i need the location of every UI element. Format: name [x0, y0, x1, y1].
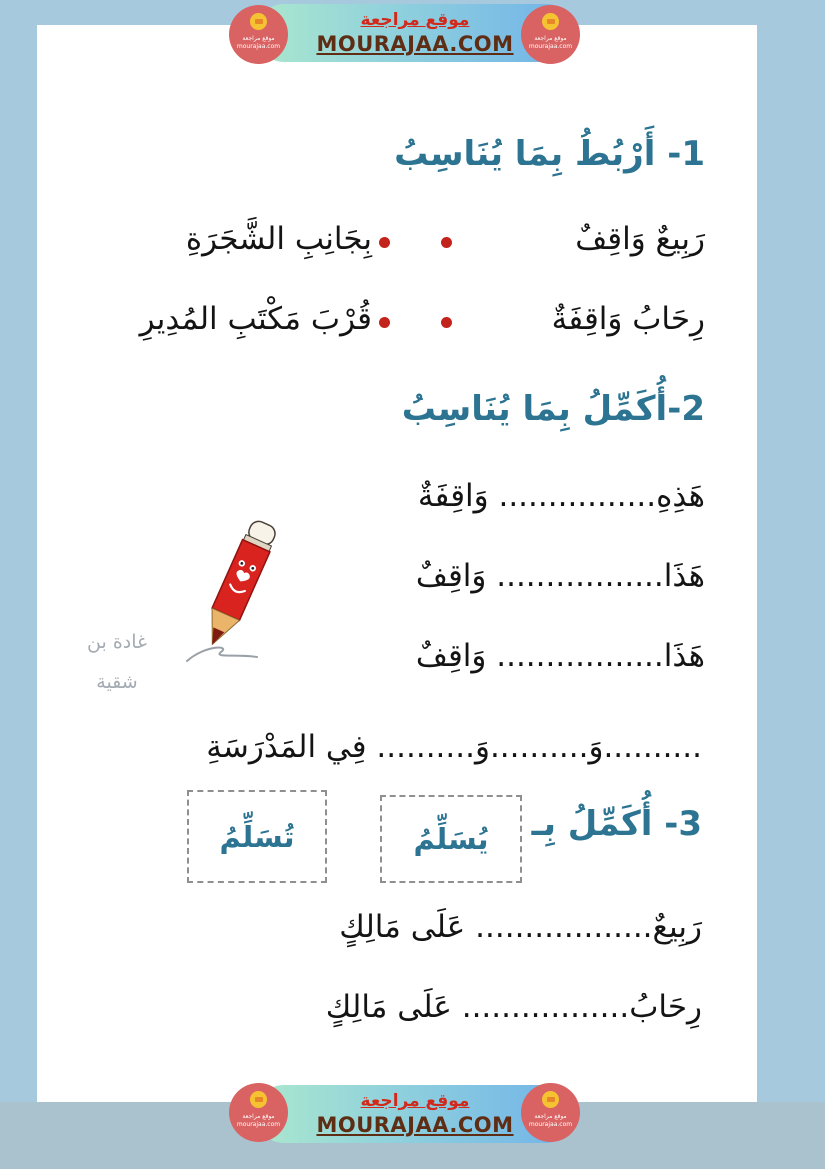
match-dot-icon[interactable] [379, 317, 390, 328]
match-dot-icon[interactable] [441, 317, 452, 328]
fill-line-hadha-2: هَذَا................. وَاقِفٌ [415, 638, 705, 674]
match-dot-icon[interactable] [379, 237, 390, 248]
author-watermark-line1: غادة بن [87, 631, 147, 653]
exercise3-header-row [37, 790, 757, 890]
badge-site-name: موقع مراجعة [242, 35, 275, 42]
badge-logo-icon [250, 1091, 267, 1108]
badge-logo-icon [542, 13, 559, 30]
worksheet-page [37, 25, 757, 1102]
fill-line-hadhihi: هَذِهِ................ وَاقِفَةٌ [417, 478, 705, 514]
book-icon [255, 1097, 263, 1102]
exercise2-title: 2-أُكَمِّلُ بِمَا يُنَاسِبُ [401, 389, 705, 429]
header-site-name-link[interactable]: موقع مراجعة [360, 10, 470, 31]
footer-site-url-link[interactable]: MOURAJAA.COM [316, 1112, 514, 1137]
fill-line-rabie: رَبِيعٌ.................. عَلَى مَالِكٍ [339, 909, 702, 945]
match-left-text: قُرْبَ مَكْتَبِ المُدِيرِ [139, 301, 372, 337]
match-row-1 [37, 215, 757, 287]
site-badge-header-left [229, 5, 288, 64]
badge-logo-icon [250, 13, 267, 30]
book-icon [547, 19, 555, 24]
book-icon [255, 19, 263, 24]
badge-logo-icon [542, 1091, 559, 1108]
author-watermark-line2: شقية [96, 670, 138, 693]
footer-site-name-link[interactable]: موقع مراجعة [360, 1091, 470, 1112]
exercise3-title: 3- أُكَمِّلُ بِـ [531, 804, 702, 844]
badge-site-name: موقع مراجعة [534, 35, 567, 42]
option-word: يُسَلِّمُ [413, 822, 489, 856]
badge-site-name: موقع مراجعة [242, 1113, 275, 1120]
exercise1-title: 1- أَرْبُطُ بِمَا يُنَاسِبُ [394, 134, 705, 174]
pencil-cartoon-image [185, 511, 285, 671]
header-site-url-link[interactable]: MOURAJAA.COM [316, 31, 514, 56]
option-box-yusallimu[interactable] [380, 795, 522, 883]
match-right-text: رَبِيعٌ وَاقِفٌ [575, 221, 705, 257]
match-dot-icon[interactable] [441, 237, 452, 248]
option-box-tusallimu[interactable] [187, 790, 327, 883]
badge-site-url: mourajaa.com [528, 1120, 573, 1128]
author-watermark [65, 623, 169, 703]
match-left-text: بِجَانِبِ الشَّجَرَةِ [185, 221, 372, 257]
match-row-2 [37, 295, 757, 367]
book-icon [547, 1097, 555, 1102]
fill-line-hadha-1: هَذَا................. وَاقِفٌ [415, 558, 705, 594]
site-badge-header-right [521, 5, 580, 64]
badge-site-url: mourajaa.com [528, 42, 573, 50]
badge-site-name: موقع مراجعة [534, 1113, 567, 1120]
badge-site-url: mourajaa.com [236, 1120, 281, 1128]
option-word: تُسَلِّمُ [219, 819, 295, 854]
site-badge-footer-right [521, 1083, 580, 1142]
fill-line-rihab: رِحَابُ................. عَلَى مَالِكٍ [325, 989, 702, 1025]
badge-site-url: mourajaa.com [236, 42, 281, 50]
site-badge-footer-left [229, 1083, 288, 1142]
fill-line-school: ..........وَ..........وَ.......... فِي المَدْرَسَةِ [206, 729, 702, 765]
match-right-text: رِحَابُ وَاقِفَةٌ [551, 301, 705, 337]
